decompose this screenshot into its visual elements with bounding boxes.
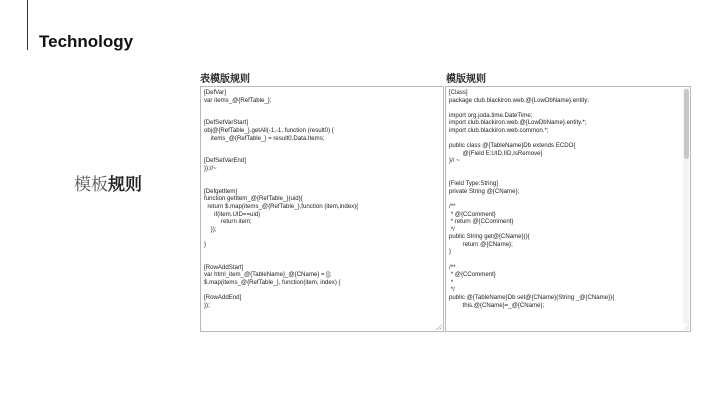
right-code-content: [Class] package club.blackiron.web.@{LowDbName}.entity; import org.joda.time.DateTime; import club.blackiron.web.@{LowDbName}.entity.*; import club.blackiron.web.common.*; public class @{TableName}Db extends ECDO{ @{Field E:UID,IID,IsRemove} }// ~ [Field Type:String] private String @{CName}; /** * @{CComment} * return @{CComment} */ public String get@{CName}(){ return @{CName}; } /** * @{CComment} * */ public @{TableName}Db set@{CName}(String _@{CName}){ this.@{CName}=_@{CName}; — [449, 89, 615, 309]
right-resize-handle[interactable] — [683, 324, 689, 330]
right-code-textarea[interactable] — [445, 86, 691, 332]
right-scrollbar[interactable] — [683, 88, 689, 324]
left-resize-handle[interactable] — [436, 324, 442, 330]
left-code-textarea[interactable] — [200, 86, 444, 332]
side-label — [74, 170, 142, 195]
right-scroll-thumb[interactable] — [684, 89, 689, 159]
section-title: Technology — [39, 32, 134, 51]
side-label-bold: 规则 — [108, 175, 142, 195]
left-code-content: [DefVar] var items_@{RefTable_}; [DefSetVarStart] obj@{RefTable_}.getAll(-1,-1, function (result0) { items_@{RefTable_} = result0.Data.Items; [DefSetVarEnd] });//~ [DefgetItem] function getItem_@{RefTable_}(uid){ return $.map(items_@{RefTable_},function (item,index){ if(item.UID==uid) return item; }); } [RowAddStart] var html_item_@{TableName}_@{CName} = []; $.map(items_@{RefTable_}, function(item, index) { [RowAddEnd] }); — [204, 89, 359, 309]
right-panel-heading: 模版规则 — [446, 74, 486, 85]
left-panel-heading: 表模版规则 — [200, 74, 250, 85]
accent-divider-line — [27, 0, 28, 50]
side-label-light: 模板 — [74, 175, 108, 195]
